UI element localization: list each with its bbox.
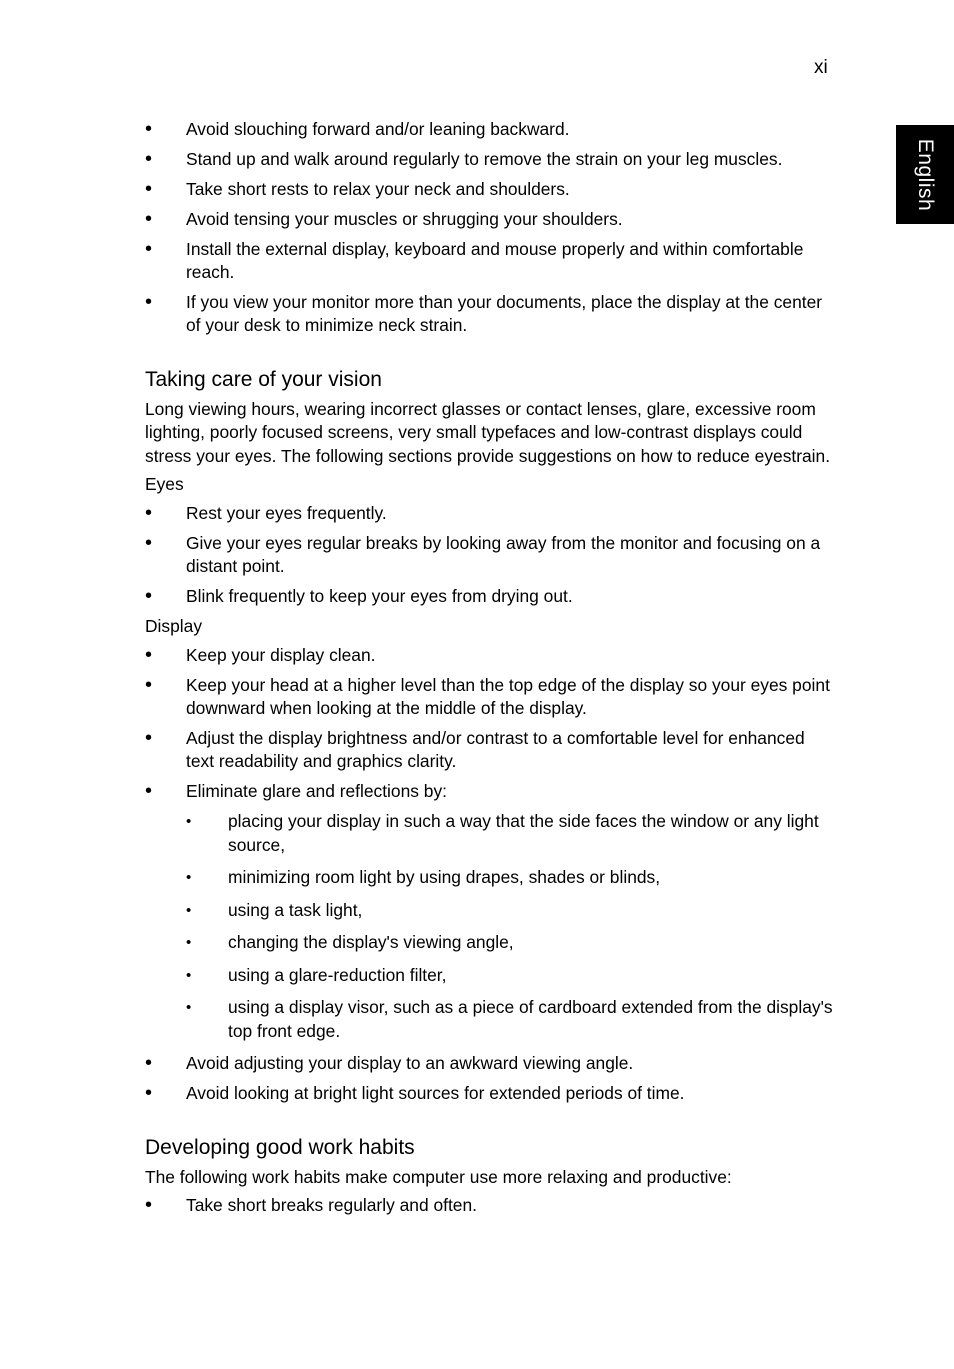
display-list-continued <box>145 1052 835 1105</box>
list-item: • Take short breaks regularly and often. <box>145 1194 835 1218</box>
list-item: • Keep your display clean. <box>145 644 835 668</box>
list-item: • Avoid tensing your muscles or shrugging your shoulders. <box>145 208 835 232</box>
habits-list <box>145 1194 835 1218</box>
list-item: • Avoid looking at bright light sources for extended periods of time. <box>145 1082 835 1106</box>
list-item: • Avoid adjusting your display to an awkward viewing angle. <box>145 1052 835 1076</box>
list-item: • Stand up and walk around regularly to remove the strain on your leg muscles. <box>145 148 835 172</box>
list-item: • If you view your monitor more than your documents, place the display at the center of your desk to minimize neck strain. <box>145 291 835 338</box>
sub-list-item: • using a task light, <box>145 899 835 923</box>
language-tab-label: English <box>914 138 937 211</box>
vision-intro: Long viewing hours, wearing incorrect glasses or contact lenses, glare, excessive room lighting, poorly focused screens, very small typefaces and low-contrast displays could stress your eyes. The following sections provide suggestions on how to reduce eyestrain. <box>145 398 831 466</box>
posture-list <box>145 118 835 338</box>
page-number: xi <box>814 57 828 78</box>
list-item: • Rest your eyes frequently. <box>145 502 835 526</box>
glare-sublist <box>145 810 835 1043</box>
language-tab <box>896 125 954 224</box>
habits-heading: Developing good work habits <box>145 1135 415 1159</box>
sub-list-item: • using a glare-reduction filter, <box>145 964 835 988</box>
list-item: • Keep your head at a higher level than the top edge of the display so your eyes point downward when looking at the middle of the display. <box>145 674 835 721</box>
sub-list-item: • changing the display's viewing angle, <box>145 931 835 955</box>
list-item: • Take short rests to relax your neck and shoulders. <box>145 178 835 202</box>
list-item: • Install the external display, keyboard and mouse properly and within comfortable reach. <box>145 238 835 285</box>
sub-list-item: • using a display visor, such as a piece of cardboard extended from the display's top front edge. <box>145 996 835 1043</box>
page-content <box>145 118 835 1224</box>
sub-list-item: • placing your display in such a way that the side faces the window or any light source, <box>145 810 835 857</box>
vision-heading: Taking care of your vision <box>145 367 382 391</box>
sub-list-item: • minimizing room light by using drapes, shades or blinds, <box>145 866 835 890</box>
eyes-label: Eyes <box>145 474 184 495</box>
list-item: • Blink frequently to keep your eyes from drying out. <box>145 585 835 609</box>
habits-intro: The following work habits make computer use more relaxing and productive: <box>145 1166 732 1187</box>
list-item: • Give your eyes regular breaks by looking away from the monitor and focusing on a distant point. <box>145 532 835 579</box>
display-list <box>145 644 835 804</box>
eyes-list <box>145 502 835 609</box>
list-item: • Adjust the display brightness and/or contrast to a comfortable level for enhanced text readability and graphics clarity. <box>145 727 835 774</box>
list-item: • Eliminate glare and reflections by: <box>145 780 835 804</box>
display-label: Display <box>145 616 203 637</box>
list-item: • Avoid slouching forward and/or leaning backward. <box>145 118 835 142</box>
